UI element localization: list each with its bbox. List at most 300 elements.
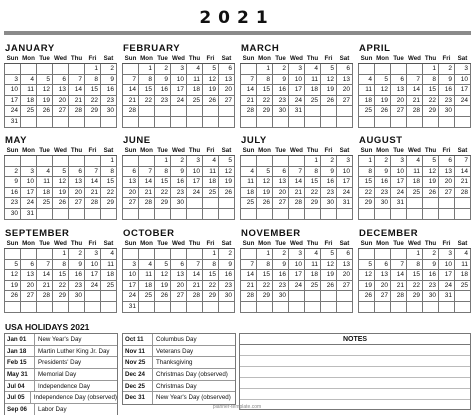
day-cell[interactable] [101, 116, 117, 127]
day-cell[interactable]: 28 [455, 187, 471, 198]
day-cell[interactable]: 29 [359, 198, 375, 209]
day-cell[interactable]: 17 [439, 270, 455, 281]
day-cell[interactable]: 10 [187, 166, 203, 177]
day-cell[interactable]: 13 [123, 177, 139, 188]
day-cell[interactable]: 9 [5, 177, 21, 188]
day-cell[interactable] [241, 156, 257, 167]
day-cell[interactable]: 26 [203, 95, 219, 106]
day-cell[interactable] [359, 301, 375, 312]
day-cell[interactable] [69, 301, 85, 312]
day-cell[interactable]: 24 [337, 187, 353, 198]
day-cell[interactable]: 11 [241, 177, 257, 188]
day-cell[interactable]: 27 [123, 198, 139, 209]
day-cell[interactable]: 13 [171, 270, 187, 281]
day-cell[interactable]: 30 [375, 198, 391, 209]
day-cell[interactable] [321, 301, 337, 312]
day-cell[interactable]: 15 [101, 177, 117, 188]
day-cell[interactable]: 14 [69, 85, 85, 96]
day-cell[interactable]: 13 [273, 177, 289, 188]
day-cell[interactable]: 18 [139, 280, 155, 291]
day-cell[interactable] [241, 249, 257, 260]
day-cell[interactable]: 18 [21, 95, 37, 106]
day-cell[interactable]: 24 [187, 187, 203, 198]
day-cell[interactable]: 25 [203, 187, 219, 198]
day-cell[interactable] [289, 116, 305, 127]
day-cell[interactable]: 6 [273, 166, 289, 177]
day-cell[interactable]: 24 [391, 187, 407, 198]
day-cell[interactable]: 4 [407, 156, 423, 167]
day-cell[interactable] [359, 116, 375, 127]
day-cell[interactable]: 28 [69, 106, 85, 117]
day-cell[interactable]: 30 [273, 291, 289, 302]
day-cell[interactable]: 16 [101, 85, 117, 96]
day-cell[interactable]: 4 [359, 74, 375, 85]
day-cell[interactable] [439, 198, 455, 209]
day-cell[interactable]: 11 [37, 177, 53, 188]
day-cell[interactable]: 21 [139, 187, 155, 198]
day-cell[interactable]: 30 [439, 106, 455, 117]
day-cell[interactable]: 19 [37, 95, 53, 106]
day-cell[interactable]: 23 [273, 280, 289, 291]
day-cell[interactable]: 27 [273, 198, 289, 209]
day-cell[interactable]: 17 [455, 85, 471, 96]
day-cell[interactable]: 11 [203, 166, 219, 177]
day-cell[interactable]: 13 [375, 270, 391, 281]
day-cell[interactable]: 7 [69, 74, 85, 85]
day-cell[interactable]: 29 [257, 106, 273, 117]
day-cell[interactable]: 15 [139, 85, 155, 96]
day-cell[interactable]: 3 [187, 156, 203, 167]
day-cell[interactable] [257, 156, 273, 167]
day-cell[interactable]: 26 [155, 291, 171, 302]
day-cell[interactable]: 3 [391, 156, 407, 167]
day-cell[interactable] [53, 208, 69, 219]
day-cell[interactable] [257, 116, 273, 127]
day-cell[interactable]: 30 [5, 208, 21, 219]
day-cell[interactable] [337, 301, 353, 312]
day-cell[interactable] [273, 116, 289, 127]
day-cell[interactable]: 14 [241, 270, 257, 281]
day-cell[interactable]: 6 [391, 74, 407, 85]
day-cell[interactable]: 16 [321, 177, 337, 188]
day-cell[interactable]: 8 [155, 166, 171, 177]
day-cell[interactable] [321, 116, 337, 127]
day-cell[interactable]: 1 [155, 156, 171, 167]
day-cell[interactable]: 15 [423, 85, 439, 96]
day-cell[interactable] [241, 64, 257, 75]
day-cell[interactable]: 24 [289, 280, 305, 291]
day-cell[interactable]: 31 [5, 116, 21, 127]
day-cell[interactable] [21, 116, 37, 127]
day-cell[interactable]: 9 [69, 259, 85, 270]
day-cell[interactable] [337, 106, 353, 117]
day-cell[interactable]: 28 [37, 291, 53, 302]
day-cell[interactable]: 12 [321, 74, 337, 85]
day-cell[interactable]: 3 [85, 249, 101, 260]
day-cell[interactable] [69, 208, 85, 219]
day-cell[interactable]: 6 [337, 249, 353, 260]
day-cell[interactable] [171, 116, 187, 127]
day-cell[interactable]: 21 [241, 280, 257, 291]
day-cell[interactable]: 11 [21, 85, 37, 96]
day-cell[interactable]: 14 [289, 177, 305, 188]
day-cell[interactable]: 26 [321, 280, 337, 291]
day-cell[interactable]: 20 [391, 95, 407, 106]
day-cell[interactable] [21, 64, 37, 75]
day-cell[interactable] [219, 116, 235, 127]
day-cell[interactable]: 10 [391, 166, 407, 177]
day-cell[interactable] [407, 64, 423, 75]
day-cell[interactable]: 8 [359, 166, 375, 177]
day-cell[interactable]: 12 [53, 177, 69, 188]
day-cell[interactable]: 11 [359, 85, 375, 96]
day-cell[interactable]: 26 [375, 106, 391, 117]
day-cell[interactable]: 5 [219, 156, 235, 167]
day-cell[interactable]: 18 [241, 187, 257, 198]
day-cell[interactable]: 22 [85, 95, 101, 106]
day-cell[interactable] [101, 208, 117, 219]
day-cell[interactable] [171, 106, 187, 117]
day-cell[interactable]: 25 [241, 198, 257, 209]
day-cell[interactable]: 21 [69, 95, 85, 106]
day-cell[interactable] [391, 249, 407, 260]
day-cell[interactable]: 8 [139, 74, 155, 85]
day-cell[interactable]: 27 [375, 291, 391, 302]
day-cell[interactable]: 6 [69, 166, 85, 177]
day-cell[interactable]: 6 [123, 166, 139, 177]
day-cell[interactable]: 15 [257, 270, 273, 281]
day-cell[interactable] [37, 208, 53, 219]
day-cell[interactable]: 29 [85, 106, 101, 117]
day-cell[interactable]: 18 [455, 270, 471, 281]
day-cell[interactable] [241, 116, 257, 127]
day-cell[interactable]: 1 [305, 156, 321, 167]
day-cell[interactable]: 2 [155, 64, 171, 75]
day-cell[interactable]: 19 [375, 95, 391, 106]
day-cell[interactable]: 12 [37, 85, 53, 96]
day-cell[interactable]: 17 [289, 85, 305, 96]
day-cell[interactable]: 28 [85, 198, 101, 209]
day-cell[interactable] [321, 208, 337, 219]
day-cell[interactable]: 5 [375, 74, 391, 85]
day-cell[interactable]: 9 [171, 166, 187, 177]
day-cell[interactable]: 27 [171, 291, 187, 302]
day-cell[interactable]: 10 [337, 166, 353, 177]
day-cell[interactable]: 1 [423, 64, 439, 75]
day-cell[interactable]: 27 [53, 106, 69, 117]
day-cell[interactable]: 7 [289, 166, 305, 177]
day-cell[interactable]: 23 [423, 280, 439, 291]
day-cell[interactable] [407, 198, 423, 209]
day-cell[interactable] [455, 291, 471, 302]
day-cell[interactable] [69, 64, 85, 75]
day-cell[interactable]: 20 [375, 280, 391, 291]
day-cell[interactable]: 31 [391, 198, 407, 209]
day-cell[interactable]: 2 [439, 64, 455, 75]
day-cell[interactable]: 28 [241, 106, 257, 117]
day-cell[interactable]: 9 [155, 74, 171, 85]
day-cell[interactable] [155, 116, 171, 127]
day-cell[interactable]: 25 [305, 280, 321, 291]
day-cell[interactable]: 27 [391, 106, 407, 117]
day-cell[interactable] [219, 208, 235, 219]
day-cell[interactable]: 29 [53, 291, 69, 302]
day-cell[interactable] [391, 301, 407, 312]
day-cell[interactable]: 24 [439, 280, 455, 291]
day-cell[interactable]: 12 [5, 270, 21, 281]
day-cell[interactable]: 18 [359, 95, 375, 106]
day-cell[interactable] [289, 208, 305, 219]
day-cell[interactable] [203, 301, 219, 312]
day-cell[interactable]: 19 [359, 280, 375, 291]
day-cell[interactable]: 3 [171, 64, 187, 75]
day-cell[interactable]: 14 [85, 177, 101, 188]
day-cell[interactable]: 11 [101, 259, 117, 270]
day-cell[interactable] [85, 156, 101, 167]
day-cell[interactable] [375, 116, 391, 127]
day-cell[interactable]: 3 [21, 166, 37, 177]
day-cell[interactable] [203, 198, 219, 209]
day-cell[interactable]: 17 [289, 270, 305, 281]
day-cell[interactable]: 6 [21, 259, 37, 270]
day-cell[interactable]: 2 [321, 156, 337, 167]
day-cell[interactable]: 9 [101, 74, 117, 85]
day-cell[interactable]: 21 [37, 280, 53, 291]
day-cell[interactable]: 15 [407, 270, 423, 281]
day-cell[interactable] [423, 208, 439, 219]
day-cell[interactable]: 23 [101, 95, 117, 106]
day-cell[interactable]: 29 [305, 198, 321, 209]
day-cell[interactable]: 4 [455, 249, 471, 260]
day-cell[interactable] [53, 64, 69, 75]
day-cell[interactable]: 2 [375, 156, 391, 167]
day-cell[interactable]: 28 [187, 291, 203, 302]
day-cell[interactable]: 23 [5, 198, 21, 209]
day-cell[interactable]: 21 [187, 280, 203, 291]
day-cell[interactable]: 29 [407, 291, 423, 302]
day-cell[interactable]: 26 [321, 95, 337, 106]
day-cell[interactable]: 5 [257, 166, 273, 177]
day-cell[interactable] [337, 116, 353, 127]
day-cell[interactable] [455, 301, 471, 312]
day-cell[interactable]: 10 [5, 85, 21, 96]
day-cell[interactable]: 25 [37, 198, 53, 209]
day-cell[interactable]: 13 [337, 74, 353, 85]
day-cell[interactable]: 4 [305, 64, 321, 75]
day-cell[interactable]: 1 [85, 64, 101, 75]
day-cell[interactable]: 20 [219, 85, 235, 96]
day-cell[interactable]: 20 [337, 270, 353, 281]
day-cell[interactable]: 27 [439, 187, 455, 198]
day-cell[interactable]: 8 [407, 259, 423, 270]
day-cell[interactable]: 22 [305, 187, 321, 198]
day-cell[interactable]: 15 [305, 177, 321, 188]
day-cell[interactable] [321, 291, 337, 302]
day-cell[interactable]: 22 [423, 95, 439, 106]
day-cell[interactable] [85, 208, 101, 219]
day-cell[interactable]: 15 [85, 85, 101, 96]
day-cell[interactable]: 15 [359, 177, 375, 188]
day-cell[interactable] [455, 208, 471, 219]
day-cell[interactable]: 22 [139, 95, 155, 106]
day-cell[interactable]: 19 [321, 85, 337, 96]
day-cell[interactable] [21, 301, 37, 312]
day-cell[interactable]: 5 [37, 74, 53, 85]
day-cell[interactable]: 24 [21, 198, 37, 209]
day-cell[interactable]: 30 [273, 106, 289, 117]
day-cell[interactable] [187, 106, 203, 117]
day-cell[interactable]: 18 [203, 177, 219, 188]
day-cell[interactable] [423, 116, 439, 127]
day-cell[interactable]: 16 [219, 270, 235, 281]
day-cell[interactable]: 8 [305, 166, 321, 177]
day-cell[interactable] [337, 208, 353, 219]
day-cell[interactable]: 9 [321, 166, 337, 177]
day-cell[interactable]: 10 [171, 74, 187, 85]
day-cell[interactable] [241, 301, 257, 312]
day-cell[interactable] [21, 249, 37, 260]
day-cell[interactable]: 4 [241, 166, 257, 177]
day-cell[interactable]: 4 [37, 166, 53, 177]
day-cell[interactable]: 21 [123, 95, 139, 106]
day-cell[interactable]: 7 [241, 74, 257, 85]
day-cell[interactable]: 26 [359, 291, 375, 302]
day-cell[interactable]: 2 [273, 64, 289, 75]
day-cell[interactable]: 8 [257, 74, 273, 85]
day-cell[interactable]: 11 [455, 259, 471, 270]
day-cell[interactable]: 24 [5, 106, 21, 117]
day-cell[interactable]: 12 [423, 166, 439, 177]
day-cell[interactable]: 14 [187, 270, 203, 281]
day-cell[interactable]: 3 [123, 259, 139, 270]
day-cell[interactable] [139, 301, 155, 312]
day-cell[interactable]: 10 [455, 74, 471, 85]
day-cell[interactable]: 18 [305, 85, 321, 96]
day-cell[interactable]: 26 [423, 187, 439, 198]
day-cell[interactable]: 22 [101, 187, 117, 198]
day-cell[interactable]: 14 [391, 270, 407, 281]
day-cell[interactable]: 5 [53, 166, 69, 177]
day-cell[interactable] [187, 198, 203, 209]
day-cell[interactable]: 31 [337, 198, 353, 209]
day-cell[interactable]: 20 [337, 85, 353, 96]
day-cell[interactable]: 28 [139, 198, 155, 209]
day-cell[interactable]: 25 [305, 95, 321, 106]
day-cell[interactable]: 25 [101, 280, 117, 291]
day-cell[interactable] [5, 249, 21, 260]
day-cell[interactable]: 8 [257, 259, 273, 270]
day-cell[interactable]: 12 [321, 259, 337, 270]
day-cell[interactable]: 16 [375, 177, 391, 188]
day-cell[interactable]: 10 [85, 259, 101, 270]
day-cell[interactable]: 1 [359, 156, 375, 167]
day-cell[interactable] [423, 198, 439, 209]
day-cell[interactable] [257, 301, 273, 312]
day-cell[interactable]: 18 [407, 177, 423, 188]
day-cell[interactable]: 2 [101, 64, 117, 75]
day-cell[interactable] [273, 301, 289, 312]
day-cell[interactable]: 9 [423, 259, 439, 270]
day-cell[interactable]: 26 [53, 198, 69, 209]
day-cell[interactable]: 1 [53, 249, 69, 260]
day-cell[interactable]: 25 [455, 280, 471, 291]
day-cell[interactable]: 30 [101, 106, 117, 117]
day-cell[interactable]: 25 [187, 95, 203, 106]
day-cell[interactable]: 30 [219, 291, 235, 302]
day-cell[interactable]: 6 [337, 64, 353, 75]
day-cell[interactable] [123, 249, 139, 260]
day-cell[interactable]: 17 [123, 280, 139, 291]
day-cell[interactable] [337, 291, 353, 302]
day-cell[interactable]: 10 [289, 259, 305, 270]
day-cell[interactable] [85, 291, 101, 302]
day-cell[interactable]: 20 [123, 187, 139, 198]
day-cell[interactable]: 14 [241, 85, 257, 96]
day-cell[interactable]: 31 [289, 106, 305, 117]
day-cell[interactable] [53, 116, 69, 127]
day-cell[interactable]: 22 [407, 280, 423, 291]
day-cell[interactable]: 2 [171, 156, 187, 167]
day-cell[interactable]: 4 [101, 249, 117, 260]
day-cell[interactable] [53, 301, 69, 312]
day-cell[interactable]: 17 [391, 177, 407, 188]
day-cell[interactable]: 17 [171, 85, 187, 96]
day-cell[interactable] [455, 116, 471, 127]
day-cell[interactable]: 11 [407, 166, 423, 177]
day-cell[interactable]: 31 [439, 291, 455, 302]
day-cell[interactable]: 14 [407, 85, 423, 96]
day-cell[interactable]: 10 [123, 270, 139, 281]
day-cell[interactable]: 19 [257, 187, 273, 198]
day-cell[interactable]: 16 [155, 85, 171, 96]
day-cell[interactable]: 11 [187, 74, 203, 85]
day-cell[interactable] [321, 106, 337, 117]
day-cell[interactable] [37, 116, 53, 127]
day-cell[interactable]: 30 [171, 198, 187, 209]
day-cell[interactable] [305, 208, 321, 219]
day-cell[interactable]: 27 [219, 95, 235, 106]
day-cell[interactable]: 6 [171, 259, 187, 270]
day-cell[interactable]: 6 [53, 74, 69, 85]
day-cell[interactable] [359, 208, 375, 219]
day-cell[interactable]: 7 [455, 156, 471, 167]
day-cell[interactable] [407, 208, 423, 219]
day-cell[interactable] [37, 249, 53, 260]
day-cell[interactable]: 15 [155, 177, 171, 188]
day-cell[interactable]: 7 [391, 259, 407, 270]
day-cell[interactable]: 24 [455, 95, 471, 106]
day-cell[interactable]: 26 [219, 187, 235, 198]
day-cell[interactable]: 5 [5, 259, 21, 270]
day-cell[interactable]: 18 [305, 270, 321, 281]
day-cell[interactable]: 27 [337, 95, 353, 106]
day-cell[interactable]: 13 [337, 259, 353, 270]
day-cell[interactable] [123, 156, 139, 167]
day-cell[interactable]: 7 [85, 166, 101, 177]
day-cell[interactable]: 29 [101, 198, 117, 209]
day-cell[interactable]: 9 [375, 166, 391, 177]
day-cell[interactable]: 26 [257, 198, 273, 209]
day-cell[interactable] [305, 106, 321, 117]
day-cell[interactable] [69, 116, 85, 127]
day-cell[interactable] [203, 106, 219, 117]
day-cell[interactable] [439, 208, 455, 219]
day-cell[interactable] [391, 208, 407, 219]
day-cell[interactable]: 23 [69, 280, 85, 291]
day-cell[interactable]: 20 [21, 280, 37, 291]
day-cell[interactable]: 19 [53, 187, 69, 198]
day-cell[interactable]: 11 [139, 270, 155, 281]
